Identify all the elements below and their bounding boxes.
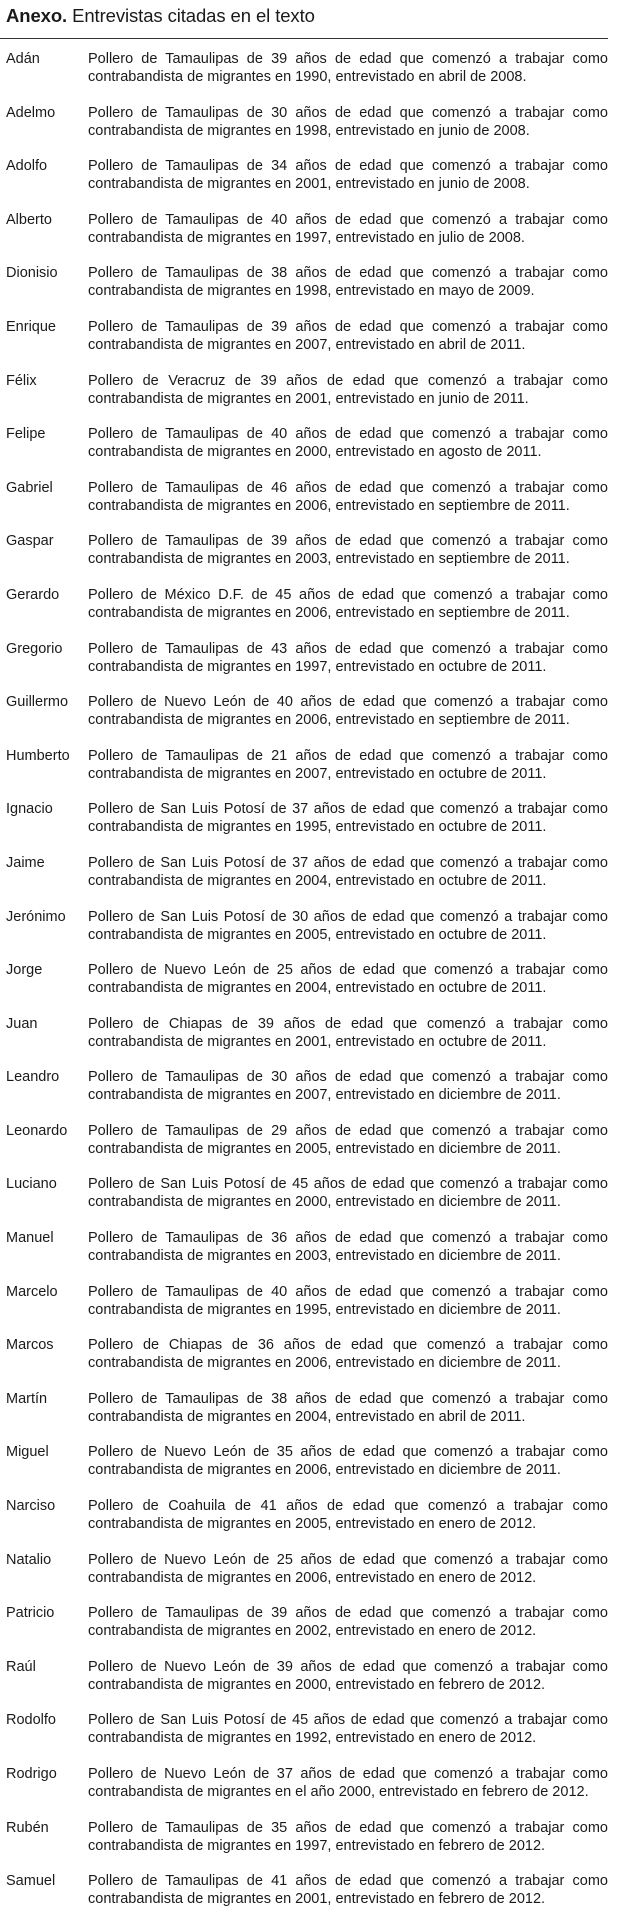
- interviewee-description: [88, 211, 608, 247]
- list-item: [0, 421, 620, 475]
- list-item: [0, 207, 620, 261]
- interviewee-description: [88, 640, 608, 676]
- interviewee-name: Felipe: [6, 426, 46, 443]
- list-item: [0, 153, 620, 207]
- description-line-1: Pollero de Coahuila de 41 años de edad que comenzó a trabajar como: [88, 1498, 608, 1515]
- description-line-1: Pollero de Nuevo León de 25 años de edad que comenzó a trabajar como: [88, 962, 608, 979]
- interviewee-name: Alberto: [6, 211, 52, 228]
- list-item: [0, 1707, 620, 1761]
- description-line-1: Pollero de San Luis Potosí de 37 años de edad que comenzó a trabajar como: [88, 854, 608, 871]
- interview-list: [0, 46, 620, 1922]
- interviewee-description: [88, 532, 608, 568]
- description-line-1: Pollero de Tamaulipas de 38 años de edad que comenzó a trabajar como: [88, 1390, 608, 1407]
- description-line-2: contrabandista de migrantes en 2005, entrevistado en octubre de 2011.: [88, 926, 547, 943]
- list-item: [0, 528, 620, 582]
- interviewee-name: Miguel: [6, 1444, 49, 1461]
- interviewee-description: [88, 1336, 608, 1372]
- title-text: Entrevistas citadas en el texto: [67, 5, 315, 26]
- interviewee-name: Natalio: [6, 1551, 52, 1568]
- list-item: [0, 636, 620, 690]
- description-line-1: Pollero de Nuevo León de 39 años de edad que comenzó a trabajar como: [88, 1658, 608, 1675]
- list-item: [0, 1225, 620, 1279]
- description-line-1: Pollero de Nuevo León de 25 años de edad que comenzó a trabajar como: [88, 1551, 608, 1568]
- interviewee-name: Enrique: [6, 318, 56, 335]
- interviewee-description: [88, 693, 608, 729]
- interviewee-name: Patricio: [6, 1605, 55, 1622]
- list-item: [0, 1386, 620, 1440]
- interviewee-description: [88, 479, 608, 515]
- list-item: [0, 689, 620, 743]
- interviewee-name: Luciano: [6, 1176, 57, 1193]
- description-line-2: contrabandista de migrantes en 2005, entrevistado en diciembre de 2011.: [88, 1140, 561, 1157]
- description-line-2: contrabandista de migrantes en 2002, entrevistado en enero de 2012.: [88, 1623, 537, 1640]
- interviewee-name: Guillermo: [6, 694, 69, 711]
- description-line-2: contrabandista de migrantes en 2007, entrevistado en abril de 2011.: [88, 336, 526, 353]
- interviewee-name: Rodrigo: [6, 1766, 57, 1782]
- description-line-1: Pollero de Tamaulipas de 36 años de edad que comenzó a trabajar como: [88, 1230, 608, 1247]
- description-line-1: Pollero de México D.F. de 45 años de edad que comenzó a trabajar como: [88, 586, 608, 603]
- description-line-2: contrabandista de migrantes en 1997, entrevistado en febrero de 2012.: [88, 1837, 546, 1854]
- description-line-2: contrabandista de migrantes en 2001, entrevistado en junio de 2011.: [88, 390, 529, 407]
- interviewee-name: Leandro: [6, 1069, 60, 1086]
- description-line-2: contrabandista de migrantes en 2006, entrevistado en diciembre de 2011.: [88, 1462, 561, 1479]
- interviewee-description: [88, 961, 608, 997]
- list-item: [0, 850, 620, 904]
- description-line-1: Pollero de San Luis Potosí de 30 años de edad que comenzó a trabajar como: [88, 908, 608, 925]
- interviewee-description: [88, 318, 608, 354]
- description-line-1: Pollero de Tamaulipas de 39 años de edad que comenzó a trabajar como: [88, 318, 608, 335]
- interviewee-name: Leonardo: [6, 1122, 68, 1139]
- interviewee-description: [88, 1711, 608, 1747]
- description-line-2: contrabandista de migrantes en 1997, entrevistado en octubre de 2011.: [88, 658, 547, 675]
- list-item: [0, 475, 620, 529]
- description-line-1: Pollero de Tamaulipas de 46 años de edad que comenzó a trabajar como: [88, 479, 608, 496]
- list-item: [0, 260, 620, 314]
- list-item: [0, 314, 620, 368]
- description-line-2: contrabandista de migrantes en 2004, entrevistado en octubre de 2011.: [88, 980, 547, 997]
- page-title: [6, 4, 315, 28]
- interviewee-description: [88, 157, 608, 193]
- interviewee-description: [88, 1283, 608, 1319]
- interviewee-description: [88, 586, 608, 622]
- description-line-2: contrabandista de migrantes en 1997, entrevistado en julio de 2008.: [88, 229, 525, 246]
- interviewee-description: [88, 1604, 608, 1640]
- interviewee-description: [88, 1872, 608, 1908]
- description-line-2: contrabandista de migrantes en 2006, entrevistado en diciembre de 2011.: [88, 1355, 561, 1372]
- interviewee-name: Marcelo: [6, 1283, 58, 1300]
- interviewee-name: Martín: [6, 1390, 48, 1407]
- list-item: [0, 1332, 620, 1386]
- description-line-2: contrabandista de migrantes en 2006, entrevistado en septiembre de 2011.: [88, 712, 570, 729]
- interviewee-description: [88, 747, 608, 783]
- interviewee-description: [88, 1175, 608, 1211]
- description-line-1: Pollero de Tamaulipas de 35 años de edad que comenzó a trabajar como: [88, 1819, 608, 1836]
- interviewee-description: [88, 372, 608, 408]
- interviewee-name: Manuel: [6, 1230, 54, 1247]
- description-line-2: contrabandista de migrantes en 2003, entrevistado en diciembre de 2011.: [88, 1248, 561, 1265]
- description-line-1: Pollero de Tamaulipas de 38 años de edad que comenzó a trabajar como: [88, 265, 608, 282]
- description-line-1: Pollero de San Luis Potosí de 37 años de edad que comenzó a trabajar como: [88, 801, 608, 818]
- description-line-1: Pollero de Tamaulipas de 29 años de edad que comenzó a trabajar como: [88, 1122, 608, 1139]
- description-line-2: contrabandista de migrantes en 2005, entrevistado en enero de 2012.: [88, 1516, 537, 1533]
- interviewee-name: Samuel: [6, 1873, 56, 1890]
- list-item: [0, 1654, 620, 1708]
- list-item: [0, 1171, 620, 1225]
- interviewee-description: [88, 800, 608, 836]
- description-line-2: contrabandista de migrantes en 2003, entrevistado en septiembre de 2011.: [88, 551, 570, 568]
- title-bold: Anexo.: [6, 5, 68, 26]
- interviewee-name: Narciso: [6, 1498, 56, 1515]
- list-item: [0, 100, 620, 154]
- interviewee-name: Gaspar: [6, 533, 54, 550]
- list-item: [0, 1118, 620, 1172]
- list-item: [0, 1868, 620, 1922]
- description-line-2: contrabandista de migrantes en 2001, entrevistado en junio de 2008.: [88, 176, 530, 193]
- description-line-2: contrabandista de migrantes en 2001, entrevistado en octubre de 2011.: [88, 1033, 547, 1050]
- description-line-2: contrabandista de migrantes en 1998, entrevistado en junio de 2008.: [88, 122, 530, 139]
- list-item: [0, 582, 620, 636]
- description-line-1: Pollero de Tamaulipas de 40 años de edad que comenzó a trabajar como: [88, 211, 608, 228]
- interviewee-description: [88, 425, 608, 461]
- description-line-2: contrabandista de migrantes en 2007, entrevistado en octubre de 2011.: [88, 765, 547, 782]
- interviewee-name: Marcos: [6, 1337, 54, 1354]
- description-line-1: Pollero de Tamaulipas de 40 años de edad que comenzó a trabajar como: [88, 426, 608, 443]
- description-line-1: Pollero de Tamaulipas de 40 años de edad que comenzó a trabajar como: [88, 1283, 608, 1300]
- interviewee-description: [88, 1390, 608, 1426]
- description-line-1: Pollero de Tamaulipas de 34 años de edad que comenzó a trabajar como: [88, 158, 608, 175]
- description-line-2: contrabandista de migrantes en 2007, entrevistado en diciembre de 2011.: [88, 1087, 561, 1104]
- interviewee-description: [88, 1015, 608, 1051]
- interviewee-name: Ignacio: [6, 801, 53, 818]
- list-item: [0, 1064, 620, 1118]
- interviewee-name: Adán: [6, 51, 40, 67]
- description-line-2: contrabandista de migrantes en 2000, entrevistado en febrero de 2012.: [88, 1676, 546, 1693]
- description-line-1: Pollero de Tamaulipas de 43 años de edad que comenzó a trabajar como: [88, 640, 608, 657]
- description-line-2: contrabandista de migrantes en 2006, entrevistado en enero de 2012.: [88, 1569, 537, 1586]
- interviewee-description: [88, 1497, 608, 1533]
- interviewee-description: [88, 1658, 608, 1694]
- description-line-1: Pollero de Tamaulipas de 30 años de edad que comenzó a trabajar como: [88, 104, 608, 121]
- interviewee-description: [88, 1819, 608, 1855]
- interviewee-description: [88, 50, 608, 86]
- description-line-2: contrabandista de migrantes en 1995, entrevistado en diciembre de 2011.: [88, 1301, 561, 1318]
- description-line-1: Pollero de San Luis Potosí de 45 años de edad que comenzó a trabajar como: [88, 1712, 608, 1729]
- description-line-1: Pollero de Veracruz de 39 años de edad que comenzó a trabajar como: [88, 372, 608, 389]
- interviewee-name: Gregorio: [6, 640, 63, 657]
- description-line-2: contrabandista de migrantes en 1992, entrevistado en enero de 2012.: [88, 1730, 537, 1747]
- interviewee-description: [88, 1443, 608, 1479]
- description-line-2: contrabandista de migrantes en 1990, entrevistado en abril de 2008.: [88, 69, 527, 85]
- description-line-2: contrabandista de migrantes en 2004, entrevistado en octubre de 2011.: [88, 872, 547, 889]
- interviewee-name: Dionisio: [6, 265, 58, 282]
- interviewee-name: Jaime: [6, 854, 45, 871]
- interviewee-name: Adolfo: [6, 158, 48, 175]
- list-item: [0, 1600, 620, 1654]
- description-line-2: contrabandista de migrantes en 2006, entrevistado en septiembre de 2011.: [88, 497, 570, 514]
- description-line-1: Pollero de Tamaulipas de 39 años de edad que comenzó a trabajar como: [88, 51, 608, 67]
- list-item: [0, 743, 620, 797]
- description-line-2: contrabandista de migrantes en 1998, entrevistado en mayo de 2009.: [88, 283, 535, 300]
- list-item: [0, 1761, 620, 1815]
- description-line-1: Pollero de Tamaulipas de 41 años de edad que comenzó a trabajar como: [88, 1873, 608, 1890]
- interviewee-description: [88, 1551, 608, 1587]
- description-line-2: contrabandista de migrantes en 2000, entrevistado en agosto de 2011.: [88, 444, 542, 461]
- interviewee-description: [88, 1765, 608, 1801]
- description-line-1: Pollero de Nuevo León de 37 años de edad que comenzó a trabajar como: [88, 1766, 608, 1782]
- interviewee-name: Gabriel: [6, 479, 53, 496]
- interviewee-description: [88, 854, 608, 890]
- description-line-2: contrabandista de migrantes en el año 2000, entrevistado en febrero de 2012.: [88, 1784, 589, 1800]
- description-line-1: Pollero de Tamaulipas de 30 años de edad que comenzó a trabajar como: [88, 1069, 608, 1086]
- list-item: [0, 1439, 620, 1493]
- interviewee-name: Humberto: [6, 747, 70, 764]
- description-line-2: contrabandista de migrantes en 2001, entrevistado en febrero de 2012.: [88, 1891, 546, 1908]
- list-item: [0, 1547, 620, 1601]
- list-item: [0, 796, 620, 850]
- title-divider: [0, 38, 608, 39]
- description-line-1: Pollero de Tamaulipas de 21 años de edad que comenzó a trabajar como: [88, 747, 608, 764]
- description-line-1: Pollero de Tamaulipas de 39 años de edad que comenzó a trabajar como: [88, 1605, 608, 1622]
- list-item: [0, 957, 620, 1011]
- description-line-2: contrabandista de migrantes en 2000, entrevistado en diciembre de 2011.: [88, 1194, 561, 1211]
- interviewee-name: Juan: [6, 1015, 38, 1032]
- description-line-1: Pollero de Tamaulipas de 39 años de edad que comenzó a trabajar como: [88, 533, 608, 550]
- list-item: [0, 368, 620, 422]
- list-item: [0, 1815, 620, 1869]
- interviewee-description: [88, 1122, 608, 1158]
- description-line-1: Pollero de Chiapas de 39 años de edad que comenzó a trabajar como: [88, 1015, 608, 1032]
- interviewee-name: Adelmo: [6, 104, 56, 121]
- interviewee-name: Jerónimo: [6, 908, 66, 925]
- description-line-1: Pollero de Nuevo León de 35 años de edad que comenzó a trabajar como: [88, 1444, 608, 1461]
- interviewee-name: Gerardo: [6, 586, 60, 603]
- description-line-2: contrabandista de migrantes en 1995, entrevistado en octubre de 2011.: [88, 819, 547, 836]
- interviewee-description: [88, 1229, 608, 1265]
- interviewee-description: [88, 264, 608, 300]
- description-line-1: Pollero de Nuevo León de 40 años de edad que comenzó a trabajar como: [88, 694, 608, 711]
- description-line-1: Pollero de Chiapas de 36 años de edad que comenzó a trabajar como: [88, 1337, 608, 1354]
- list-item: [0, 1279, 620, 1333]
- interviewee-name: Raúl: [6, 1658, 36, 1675]
- list-item: [0, 1011, 620, 1065]
- interviewee-name: Rubén: [6, 1819, 49, 1836]
- list-item: [0, 904, 620, 958]
- interviewee-description: [88, 104, 608, 140]
- interviewee-name: Rodolfo: [6, 1712, 56, 1729]
- list-item: [0, 46, 620, 100]
- interviewee-name: Jorge: [6, 962, 43, 979]
- list-item: [0, 1493, 620, 1547]
- description-line-1: Pollero de San Luis Potosí de 45 años de edad que comenzó a trabajar como: [88, 1176, 608, 1193]
- interviewee-name: Félix: [6, 372, 37, 389]
- interviewee-description: [88, 1068, 608, 1104]
- description-line-2: contrabandista de migrantes en 2004, entrevistado en abril de 2011.: [88, 1408, 526, 1425]
- interviewee-description: [88, 908, 608, 944]
- description-line-2: contrabandista de migrantes en 2006, entrevistado en septiembre de 2011.: [88, 604, 570, 621]
